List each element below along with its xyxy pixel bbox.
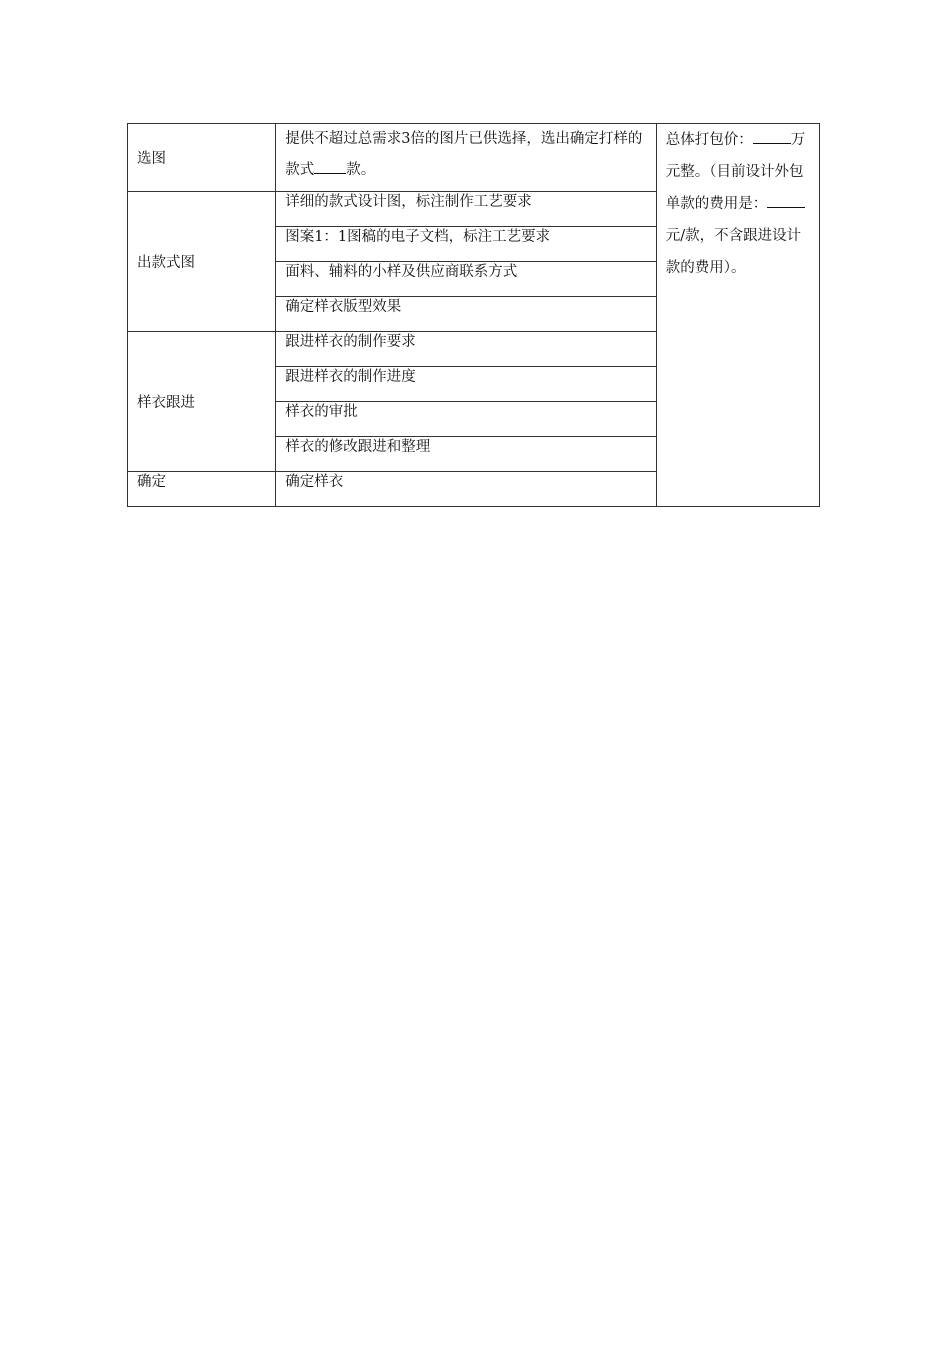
stage-sample-followup: 样衣跟进 (128, 332, 276, 472)
price-note-end: 元/款，不含跟进设计款的费用）。 (665, 228, 802, 276)
task-row: 样衣的审批 (276, 402, 657, 437)
task-row: 面料、辅料的小样及供应商联系方式 (276, 262, 657, 297)
task-text: 提供不超过总需求3倍的图片已供选择，选出确定打样的款式 (285, 131, 643, 178)
task-row: 样衣的修改跟进和整理 (276, 437, 657, 472)
task-row: 详细的款式设计图，标注制作工艺要求 (276, 192, 657, 227)
task-row: 跟进样衣的制作要求 (276, 332, 657, 367)
blank-total-price (753, 130, 791, 144)
price-note-label: 总体打包价： (665, 132, 753, 148)
task-row: 图案1：1图稿的电子文档，标注工艺要求 (276, 227, 657, 262)
task-row: 确定样衣 (276, 472, 657, 507)
sample-process-table (127, 123, 820, 507)
task-text-suffix: 款。 (346, 162, 376, 178)
price-note-middle: 万元整。（目前设计外包单款的费用是： (665, 132, 806, 212)
task-row: 跟进样衣的制作进度 (276, 367, 657, 402)
blank-unit-price (767, 194, 805, 208)
price-note-cell (656, 124, 819, 507)
blank-style-count (314, 160, 346, 174)
stage-confirm: 确定 (128, 472, 276, 507)
stage-style-drawings: 出款式图 (128, 192, 276, 332)
task-select-images (276, 124, 657, 192)
table-row (128, 124, 820, 192)
task-row: 确定样衣版型效果 (276, 297, 657, 332)
stage-select-images: 选图 (128, 124, 276, 192)
